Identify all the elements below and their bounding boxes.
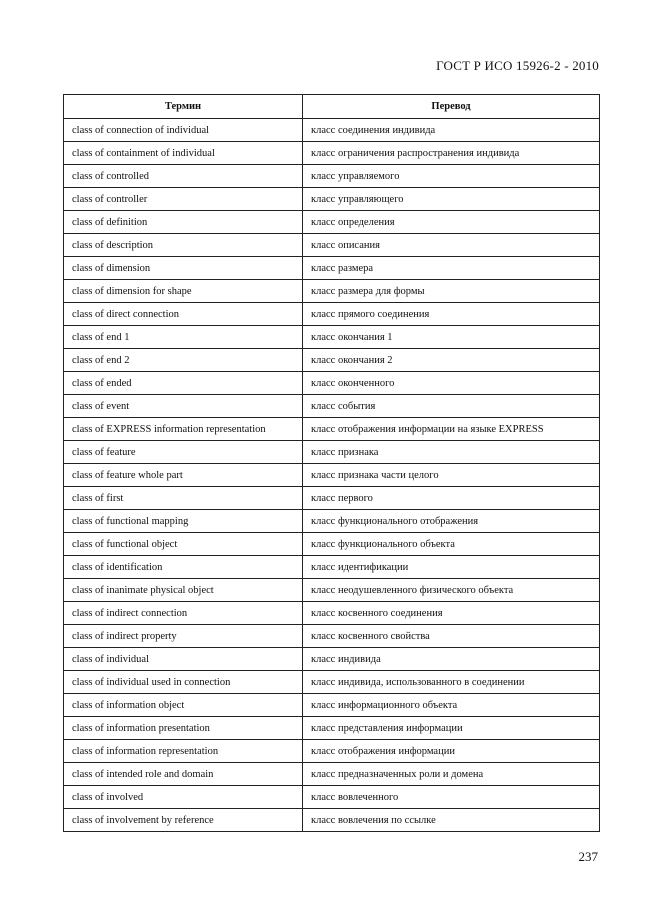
translation-cell: класс представления информации	[303, 717, 600, 740]
term-cell: class of indirect connection	[64, 602, 303, 625]
table-header-row	[64, 95, 600, 119]
table-row	[64, 464, 600, 487]
column-header-term: Термин	[64, 95, 303, 119]
term-cell: class of individual	[64, 648, 303, 671]
table-row	[64, 395, 600, 418]
translation-cell: класс отображения информации	[303, 740, 600, 763]
term-cell: class of description	[64, 234, 303, 257]
page-number: 237	[578, 849, 598, 864]
translation-cell: класс окончания 1	[303, 326, 600, 349]
term-cell: class of individual used in connection	[64, 671, 303, 694]
table-row	[64, 119, 600, 142]
table-row	[64, 441, 600, 464]
table-row	[64, 648, 600, 671]
table-row	[64, 786, 600, 809]
translation-cell: класс функционального объекта	[303, 533, 600, 556]
term-cell: class of functional mapping	[64, 510, 303, 533]
term-cell: class of identification	[64, 556, 303, 579]
term-cell: class of involved	[64, 786, 303, 809]
term-cell: class of feature whole part	[64, 464, 303, 487]
table-row	[64, 349, 600, 372]
translation-cell: класс косвенного свойства	[303, 625, 600, 648]
term-cell: class of information representation	[64, 740, 303, 763]
term-cell: class of direct connection	[64, 303, 303, 326]
term-cell: class of indirect property	[64, 625, 303, 648]
table-row	[64, 533, 600, 556]
table-row	[64, 694, 600, 717]
term-cell: class of information presentation	[64, 717, 303, 740]
table-row	[64, 326, 600, 349]
translation-cell: класс вовлеченного	[303, 786, 600, 809]
translation-cell: класс размера	[303, 257, 600, 280]
table-row	[64, 188, 600, 211]
table-row	[64, 257, 600, 280]
table-row	[64, 809, 600, 832]
translation-cell: класс окончания 2	[303, 349, 600, 372]
translation-cell: класс определения	[303, 211, 600, 234]
translation-cell: класс индивида	[303, 648, 600, 671]
table-row	[64, 602, 600, 625]
term-cell: class of intended role and domain	[64, 763, 303, 786]
term-cell: class of involvement by reference	[64, 809, 303, 832]
term-cell: class of end 1	[64, 326, 303, 349]
term-cell: class of inanimate physical object	[64, 579, 303, 602]
table-row	[64, 556, 600, 579]
table-row	[64, 510, 600, 533]
term-cell: class of controlled	[64, 165, 303, 188]
term-cell: class of end 2	[64, 349, 303, 372]
table-row	[64, 671, 600, 694]
table-row	[64, 740, 600, 763]
term-cell: class of feature	[64, 441, 303, 464]
translation-cell: класс оконченного	[303, 372, 600, 395]
translation-cell: класс управляющего	[303, 188, 600, 211]
table-row	[64, 763, 600, 786]
term-cell: class of containment of individual	[64, 142, 303, 165]
translation-cell: класс предназначенных роли и домена	[303, 763, 600, 786]
table-row	[64, 625, 600, 648]
translation-cell: класс косвенного соединения	[303, 602, 600, 625]
term-cell: class of dimension	[64, 257, 303, 280]
term-cell: class of controller	[64, 188, 303, 211]
translation-cell: класс признака	[303, 441, 600, 464]
term-cell: class of functional object	[64, 533, 303, 556]
table-row	[64, 142, 600, 165]
translation-cell: класс отображения информации на языке EXPRESS	[303, 418, 600, 441]
table-row	[64, 303, 600, 326]
translation-cell: класс вовлечения по ссылке	[303, 809, 600, 832]
table-row	[64, 165, 600, 188]
table-row	[64, 372, 600, 395]
translation-cell: класс функционального отображения	[303, 510, 600, 533]
term-cell: class of dimension for shape	[64, 280, 303, 303]
translation-cell: класс события	[303, 395, 600, 418]
translation-cell: класс ограничения распространения индивида	[303, 142, 600, 165]
translation-cell: класс признака части целого	[303, 464, 600, 487]
term-cell: class of definition	[64, 211, 303, 234]
table-row	[64, 234, 600, 257]
term-cell: class of EXPRESS information representation	[64, 418, 303, 441]
table-row	[64, 717, 600, 740]
translation-cell: класс описания	[303, 234, 600, 257]
translation-cell: класс идентификации	[303, 556, 600, 579]
translation-cell: класс первого	[303, 487, 600, 510]
term-cell: class of first	[64, 487, 303, 510]
translation-cell: класс соединения индивида	[303, 119, 600, 142]
translation-cell: класс информационного объекта	[303, 694, 600, 717]
table-row	[64, 418, 600, 441]
table-row	[64, 280, 600, 303]
term-cell: class of event	[64, 395, 303, 418]
table-row	[64, 579, 600, 602]
translation-cell: класс прямого соединения	[303, 303, 600, 326]
document-header: ГОСТ Р ИСО 15926-2 - 2010	[436, 58, 599, 73]
table-row	[64, 211, 600, 234]
table-body	[64, 119, 600, 832]
translation-cell: класс неодушевленного физического объекта	[303, 579, 600, 602]
translation-cell: класс индивида, использованного в соединении	[303, 671, 600, 694]
column-header-translation: Перевод	[303, 95, 600, 119]
terms-table	[63, 94, 600, 832]
table-row	[64, 487, 600, 510]
term-cell: class of connection of individual	[64, 119, 303, 142]
term-cell: class of information object	[64, 694, 303, 717]
translation-cell: класс размера для формы	[303, 280, 600, 303]
term-cell: class of ended	[64, 372, 303, 395]
translation-cell: класс управляемого	[303, 165, 600, 188]
